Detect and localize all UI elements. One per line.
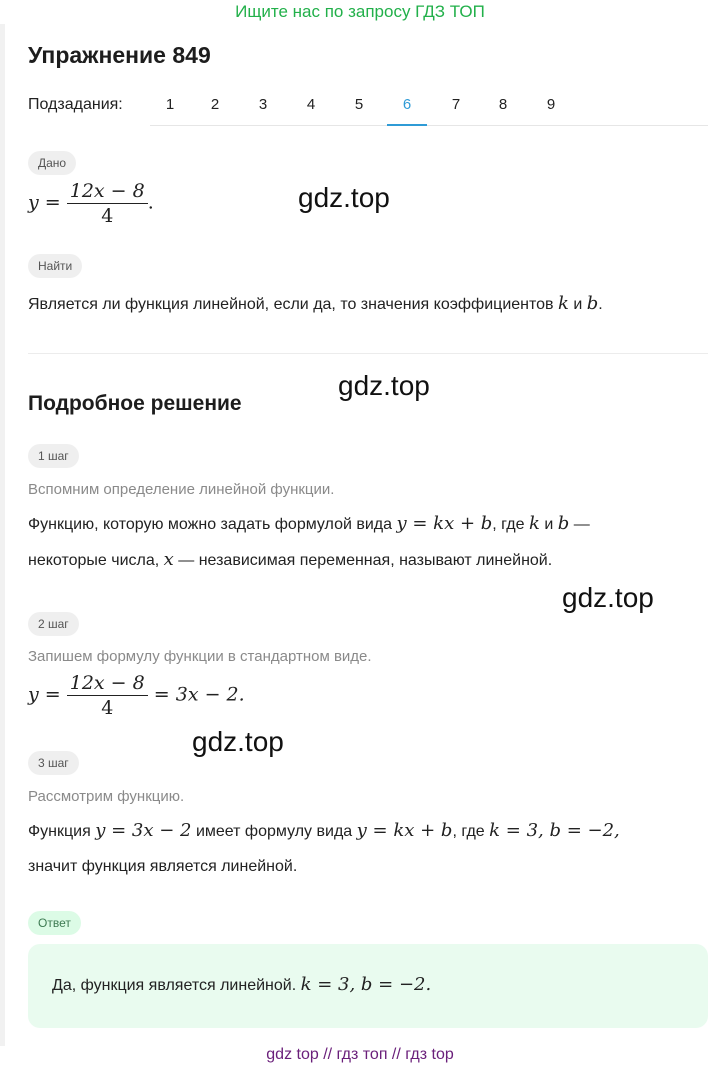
subtasks-label: Подзадания: — [28, 96, 123, 113]
tab-2[interactable]: 2 — [210, 96, 220, 113]
tab-3[interactable]: 3 — [258, 96, 268, 113]
top-banner: Ищите нас по запросу ГДЗ ТОП — [235, 2, 485, 21]
step3-values: k = 3, b = −2, — [489, 820, 620, 841]
step2-denominator: 4 — [101, 697, 114, 719]
step1-b: b — [557, 513, 570, 534]
step3-formula: y = kx + b — [356, 820, 453, 841]
step3-text-c: , где — [452, 823, 485, 840]
answer-box — [28, 944, 708, 1028]
tab-8[interactable]: 8 — [498, 96, 508, 113]
step3-badge: 3 шаг — [28, 751, 79, 775]
given-numerator: 12x − 8 — [67, 180, 148, 204]
step2-result: = 3x − 2. — [153, 683, 245, 706]
step1-text-a: Функцию, которую можно задать формулой вида — [28, 516, 393, 533]
watermark: gdz.top — [338, 370, 430, 401]
given-y: y — [28, 191, 39, 214]
given-badge: Дано — [28, 151, 76, 175]
tab-7[interactable]: 7 — [451, 96, 461, 113]
step3-hint: Рассмотрим функцию. — [28, 788, 185, 805]
given-denominator: 4 — [101, 205, 114, 227]
find-text — [28, 292, 603, 317]
step2-numerator: 12x − 8 — [67, 672, 148, 696]
subtask-tabs — [150, 86, 708, 126]
solution-title: Подробное решение — [28, 392, 242, 415]
step1-line1 — [28, 512, 590, 537]
step1-badge: 1 шаг — [28, 444, 79, 468]
tab-9[interactable]: 9 — [546, 96, 556, 113]
given-eq: = — [44, 191, 61, 214]
footer-links[interactable]: gdz top // гдз топ // гдз top — [266, 1046, 454, 1063]
step2-fraction — [67, 672, 148, 719]
watermark: gdz.top — [298, 182, 390, 213]
find-k: k — [557, 293, 569, 314]
given-formula — [28, 180, 154, 227]
answer-statement: Да, функция является линейной. — [52, 977, 297, 994]
step1-text-b: , где — [492, 516, 525, 533]
tab-4[interactable]: 4 — [306, 96, 316, 113]
step1-x: x — [163, 549, 174, 570]
find-badge: Найти — [28, 254, 82, 278]
step1-text-d: — независимая переменная, называют линейной. — [178, 552, 553, 569]
step3-text-a: Функция — [28, 823, 91, 840]
step2-y: y — [28, 683, 39, 706]
step3-line2: значит функция является линейной. — [28, 858, 298, 875]
find-question: Является ли функция линейной, если да, то значения коэффициентов — [28, 296, 554, 313]
step1-text-c: некоторые числа, — [28, 552, 160, 569]
answer-values: k = 3, b = −2. — [300, 974, 432, 995]
step3-text-b: имеет формулу вида — [195, 823, 353, 840]
find-b: b — [586, 293, 599, 314]
find-period: . — [598, 296, 603, 313]
step2-hint: Запишем формулу функции в стандартном виде. — [28, 648, 372, 665]
find-and: и — [573, 296, 583, 313]
given-fraction — [67, 180, 148, 227]
step1-dash: — — [573, 516, 590, 533]
tab-6[interactable]: 6 — [387, 86, 427, 126]
step1-line2 — [28, 548, 552, 573]
step2-eq: = — [44, 683, 61, 706]
step1-formula: y = kx + b — [396, 513, 493, 534]
step2-badge: 2 шаг — [28, 612, 79, 636]
given-period: . — [147, 191, 154, 214]
step3-line1 — [28, 819, 620, 844]
page-title: Упражнение 849 — [28, 42, 211, 68]
divider — [28, 353, 708, 354]
tab-5[interactable]: 5 — [354, 96, 364, 113]
step2-formula — [28, 672, 245, 719]
tab-1[interactable]: 1 — [165, 96, 175, 113]
step1-and: и — [544, 516, 554, 533]
step3-func: y = 3x − 2 — [95, 820, 192, 841]
answer-badge: Ответ — [28, 911, 81, 935]
watermark: gdz.top — [192, 726, 284, 757]
step1-k: k — [528, 513, 540, 534]
watermark: gdz.top — [562, 582, 654, 613]
answer-text — [52, 974, 431, 995]
step1-hint: Вспомним определение линейной функции. — [28, 481, 335, 498]
